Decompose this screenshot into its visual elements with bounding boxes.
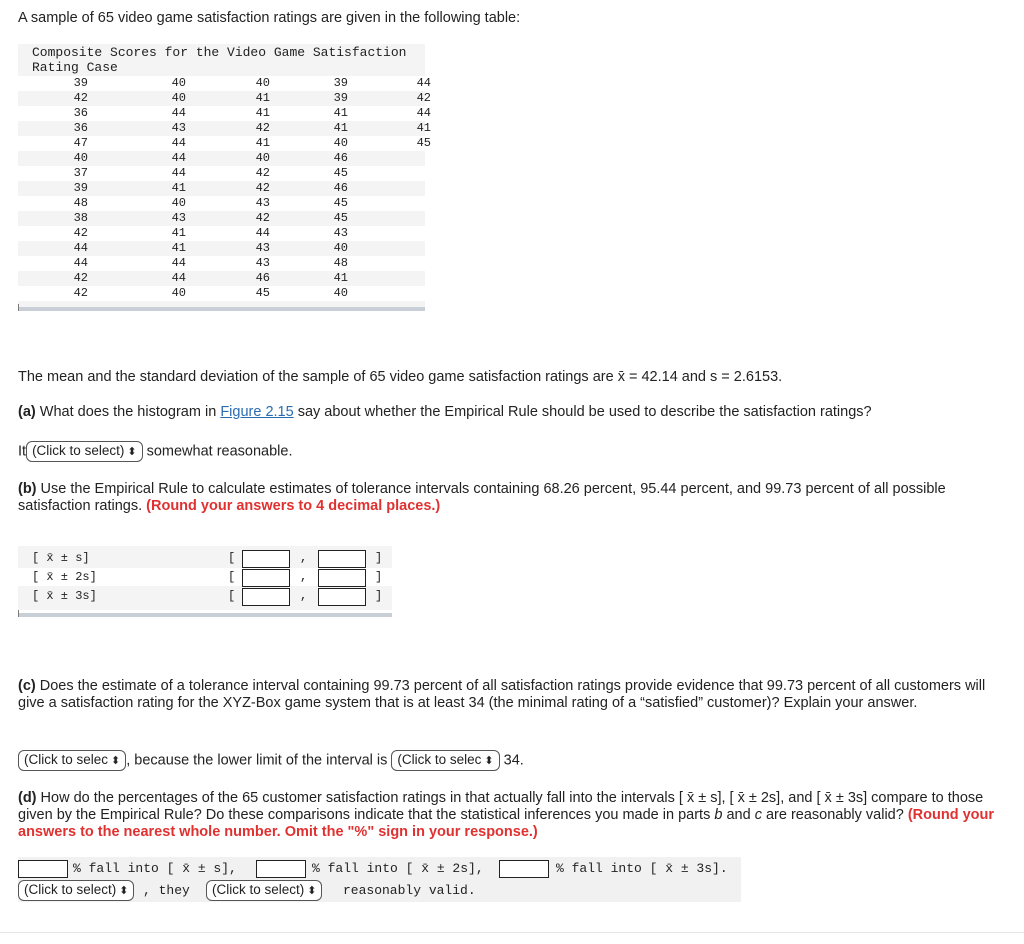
table-cell: 37 (73, 166, 88, 180)
part-c-text: Does the estimate of a tolerance interval containing 99.73 percent of all satisfaction ratings provide evidence that 99.73 percent of all customers will give a satisfaction rating for the XYZ-Box game system that is at least 34 (the minimal rating of a “satisfied” customer)? Explain your answer. (18, 678, 986, 711)
interval-close-1: ] (375, 551, 383, 565)
table-cell: 46 (255, 271, 270, 285)
interval-close-3: ] (375, 589, 383, 603)
part-d-end: reasonably valid. (343, 883, 476, 898)
fall-into-3s: % fall into [ x̄ ± 3s]. (556, 861, 728, 876)
table-cell: 43 (255, 256, 270, 270)
table-title-line2: Rating Case (32, 60, 118, 75)
part-c-suffix: 34. (503, 752, 524, 769)
interval-comma-1: , (300, 551, 308, 565)
table-cell: 38 (73, 211, 88, 225)
part-d-b: b (714, 807, 723, 823)
table-cell: 40 (73, 151, 88, 165)
part-d-answer-area (18, 857, 741, 902)
table-row (18, 181, 425, 196)
part-c-answer-line (18, 750, 1008, 771)
interval-table (18, 546, 392, 610)
table-cell: 39 (333, 76, 348, 90)
table-row (18, 226, 425, 241)
part-a-answer-line (18, 441, 1008, 462)
part-d-select-2[interactable] (206, 880, 322, 901)
table-cell: 44 (171, 136, 186, 150)
table-cell: 44 (416, 76, 431, 90)
table-cell: 40 (333, 136, 348, 150)
table-cell: 41 (255, 91, 270, 105)
table-cell: 44 (171, 151, 186, 165)
part-d-they: , they (143, 883, 190, 898)
table-cell: 46 (333, 151, 348, 165)
table-cell: 43 (255, 196, 270, 210)
table-cell: 39 (73, 181, 88, 195)
part-a-select[interactable] (26, 441, 142, 462)
interval-comma-3: , (300, 589, 308, 603)
updown-icon: ⬍ (307, 885, 317, 897)
table-cell: 42 (255, 211, 270, 225)
table-cell: 45 (333, 166, 348, 180)
interval-1-lower-input[interactable] (242, 550, 290, 568)
table-row (18, 166, 425, 181)
table-cell: 43 (171, 121, 186, 135)
table-cell: 42 (255, 121, 270, 135)
table-cell: 36 (73, 106, 88, 120)
part-a-select-label: (Click to select) (32, 443, 125, 458)
table-row (18, 121, 431, 136)
interval-3-upper-input[interactable] (318, 588, 366, 606)
part-a-suffix: somewhat reasonable. (146, 443, 293, 460)
part-d-select-1-label: (Click to select) (24, 882, 117, 897)
interval-label-2: [ x̄ ± 2s] (32, 570, 97, 584)
interval-2-lower-input[interactable] (242, 569, 290, 587)
interval-3-lower-input[interactable] (242, 588, 290, 606)
table-cell: 39 (73, 76, 88, 90)
table-cell: 41 (333, 271, 348, 285)
satisfaction-data-table (18, 44, 431, 310)
table-row (18, 91, 431, 106)
table-row (18, 256, 425, 271)
table-cell: 41 (255, 136, 270, 150)
percent-1s-input[interactable] (18, 860, 68, 878)
part-d-select-2-label: (Click to select) (212, 882, 305, 897)
interval-row-1 (18, 549, 392, 567)
table-cell: 42 (73, 226, 88, 240)
table-cell: 44 (416, 106, 431, 120)
table-cell: 44 (171, 256, 186, 270)
table-cell: 44 (171, 106, 186, 120)
interval-close-2: ] (375, 570, 383, 584)
table-cell: 41 (333, 121, 348, 135)
part-c-select-2[interactable] (391, 750, 499, 771)
table-cell: 42 (73, 91, 88, 105)
interval-label-3: [ x̄ ± 3s] (32, 589, 97, 603)
fall-into-1s: % fall into [ x̄ ± s], (73, 861, 237, 876)
table-cell: 45 (255, 286, 270, 300)
part-d-and: and (722, 807, 755, 823)
table-row (18, 136, 431, 151)
table-cell: 48 (333, 256, 348, 270)
table-row (18, 286, 425, 301)
table-cell: 40 (255, 76, 270, 90)
interval-1-upper-input[interactable] (318, 550, 366, 568)
table-cell: 41 (416, 121, 431, 135)
part-c-select-1-label: (Click to selec (24, 752, 109, 767)
part-b-instruction: (Round your answers to 4 decimal places.) (146, 498, 441, 514)
part-d-label: (d) (18, 790, 37, 806)
table-cell: 40 (171, 76, 186, 90)
table-row (18, 151, 425, 166)
table-cell: 42 (73, 271, 88, 285)
table-cell: 39 (333, 91, 348, 105)
part-c-middle: , because the lower limit of the interval is (126, 752, 388, 769)
table-cell: 43 (171, 211, 186, 225)
table-row (18, 241, 425, 256)
table-cell: 44 (171, 271, 186, 285)
table-cell: 40 (171, 196, 186, 210)
interval-open-3: [ (228, 589, 236, 603)
interval-comma-2: , (300, 570, 308, 584)
table-cell: 41 (171, 226, 186, 240)
table-cell: 40 (333, 241, 348, 255)
table-cell: 45 (416, 136, 431, 150)
part-a-question (18, 404, 1008, 421)
table-cell: 46 (333, 181, 348, 195)
interval-row-2 (18, 568, 392, 586)
part-a-text1: What does the histogram in (35, 404, 221, 420)
table-row (18, 106, 431, 121)
interval-open-1: [ (228, 551, 236, 565)
table-rows (18, 76, 431, 301)
percent-2s-input[interactable] (256, 860, 306, 878)
table-cell: 41 (333, 106, 348, 120)
percent-3s-input[interactable] (499, 860, 549, 878)
table-row (18, 271, 425, 286)
part-c-question (18, 678, 1008, 712)
part-d-instruction: (Round your answers to the nearest whole number. Omit the "%" sign in your response.) (18, 807, 995, 840)
table-cell: 42 (255, 166, 270, 180)
part-d-question (18, 790, 1008, 841)
interval-open-2: [ (228, 570, 236, 584)
updown-icon: ⬍ (111, 755, 121, 767)
interval-row-3 (18, 587, 392, 605)
part-d-select-1[interactable] (18, 880, 134, 901)
table-title-line1: Composite Scores for the Video Game Satisfaction (32, 45, 407, 60)
table-cell: 40 (333, 286, 348, 300)
part-b-question (18, 481, 1008, 515)
updown-icon: ⬍ (484, 755, 494, 767)
table-cell: 40 (255, 151, 270, 165)
table-cell: 44 (73, 241, 88, 255)
table-row (18, 76, 431, 91)
part-d-text: How do the percentages of the 65 customer satisfaction ratings in that actually fall into the intervals [ x̄ ± s], [ x̄ ± 2s], and [ x̄ ± 3s] compare to those given by the Empirical Rule? Do these comparisons indicate that the statistical inferences you made in parts (18, 790, 984, 823)
updown-icon: ⬍ (127, 446, 137, 458)
table-cell: 44 (171, 166, 186, 180)
part-c-select-1[interactable] (18, 750, 126, 771)
table-cell: 44 (73, 256, 88, 270)
updown-icon: ⬍ (119, 885, 129, 897)
interval-label-1: [ x̄ ± s] (32, 551, 90, 565)
part-d-text-end: are reasonably valid? (761, 807, 908, 823)
part-b-label: (b) (18, 481, 37, 497)
table-cell: 48 (73, 196, 88, 210)
part-a-label: (a) (18, 404, 36, 420)
figure-link[interactable]: Figure 2.15 (220, 404, 294, 420)
table-bottom-bar (18, 307, 425, 311)
part-d-c: c (754, 807, 762, 823)
part-c-label: (c) (18, 678, 36, 694)
table-cell: 36 (73, 121, 88, 135)
part-c-select-2-label: (Click to selec (397, 752, 482, 767)
table-row (18, 211, 425, 226)
part-a-prefix: It (18, 443, 27, 460)
footer-divider (0, 932, 1024, 933)
table-cell: 43 (255, 241, 270, 255)
table-cell: 41 (171, 241, 186, 255)
table-cell: 40 (171, 286, 186, 300)
table-cell: 42 (416, 91, 431, 105)
table-cell: 45 (333, 211, 348, 225)
table-cell: 47 (73, 136, 88, 150)
part-a-text2: say about whether the Empirical Rule should be used to describe the satisfaction ratings? (293, 404, 872, 420)
mean-sd-text: The mean and the standard deviation of the sample of 65 video game satisfaction ratings are x̄ = 42.14 and s = 2.6153. (18, 369, 783, 385)
interval-2-upper-input[interactable] (318, 569, 366, 587)
table-cell: 40 (171, 91, 186, 105)
part-b-text: Use the Empirical Rule to calculate estimates of tolerance intervals containing 68.26 percent, 95.44 percent, and 99.73 percent of all possible satisfaction ratings. (18, 481, 946, 514)
table-cell: 42 (255, 181, 270, 195)
fall-into-2s: % fall into [ x̄ ± 2s], (312, 861, 484, 876)
intro-text: A sample of 65 video game satisfaction ratings are given in the following table: (18, 10, 521, 26)
interval-table-bottom-bar (18, 613, 392, 617)
table-cell: 45 (333, 196, 348, 210)
table-cell: 43 (333, 226, 348, 240)
table-cell: 41 (255, 106, 270, 120)
table-cell: 42 (73, 286, 88, 300)
table-cell: 41 (171, 181, 186, 195)
table-row (18, 196, 425, 211)
table-cell: 44 (255, 226, 270, 240)
